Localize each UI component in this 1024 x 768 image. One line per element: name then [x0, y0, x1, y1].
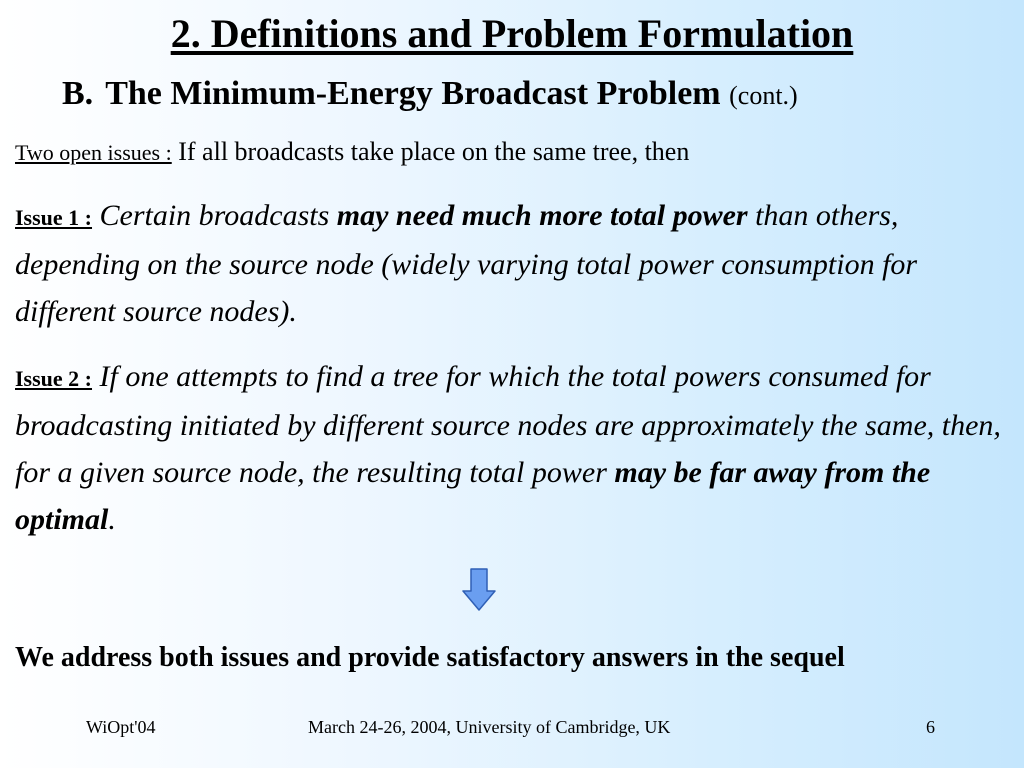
- issue-2-text-before: If one attempts to find a tree for which the total powers consumed for broadcasting initiated by different source nodes are approximately the same, then, for a given source node, the resulting total power: [15, 360, 1001, 489]
- slide-title: 2. Definitions and Problem Formulation: [170, 11, 854, 56]
- intro-line: [15, 135, 689, 170]
- issue-2-label: Issue 2 :: [15, 366, 93, 391]
- down-arrow-icon: [462, 568, 496, 611]
- issue-1-label: Issue 1 :: [15, 205, 93, 230]
- subtitle-cont: (cont.): [729, 81, 798, 110]
- footer-date-venue: March 24-26, 2004, University of Cambridge, UK: [308, 717, 671, 737]
- conclusion-text: We address both issues and provide satisfactory answers in the sequel: [15, 642, 845, 673]
- issue-2-text-after: .: [108, 503, 116, 536]
- intro-label: Two open issues :: [15, 140, 172, 165]
- issue-2-paragraph: [15, 353, 1015, 543]
- issue-1-text-bold: may need much more total power: [336, 199, 748, 232]
- issue-1-paragraph: [15, 192, 1015, 335]
- intro-text: If all broadcasts take place on the same tree, then: [178, 137, 690, 166]
- footer-page-number: 6: [926, 717, 935, 737]
- subtitle-letter: B.: [62, 75, 94, 112]
- footer-conference: WiOpt'04: [86, 717, 156, 737]
- issue-2-text-bold: may be far away from the optimal: [15, 456, 931, 536]
- slide-subtitle: [62, 72, 798, 118]
- subtitle-text: The Minimum-Energy Broadcast Problem: [105, 75, 721, 112]
- issue-1-text-before: Certain broadcasts: [99, 199, 330, 232]
- issue-1-text-after: than others, depending on the source node (widely varying total power consumption for different source nodes).: [15, 199, 918, 328]
